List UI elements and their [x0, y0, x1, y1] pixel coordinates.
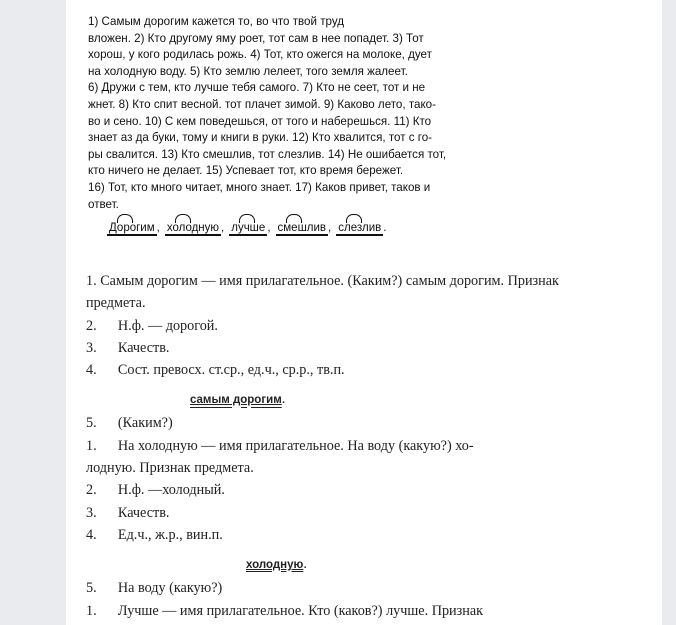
lemma-label: холодную — [246, 559, 304, 572]
analysis-line: 2. Н.ф. —холодный. — [86, 482, 225, 499]
analysis-line: 1. Самым дорогим — имя прилагательное. (Каким?) самым дорогим. Признак — [86, 273, 559, 289]
analysis-line: 1. Лучше — имя прилагательное. Кто (каков?) лучше. Признак — [86, 602, 484, 619]
analysis-line: 5. (Каким?) — [86, 415, 173, 432]
scan-line: ответ. — [88, 197, 119, 211]
lemma-label: самым дорогим — [190, 394, 282, 407]
scan-line: хорош, у кого родилась рожь. 4) Тот, кто ожегся на молоке, дует — [88, 48, 432, 62]
document-page — [66, 0, 662, 625]
analysis-line: 4. Сост. превосх. ст.ср., ед.ч., ср.р., тв.п. — [86, 362, 345, 379]
scan-line: 6) Дружи с тем, кто лучше тебя самого. 7) Кто не сеет, тот и не — [88, 81, 426, 95]
morpheme-scheme: Дорогим , холодную , лучше , смешлив , слезлив . — [109, 222, 387, 234]
analysis-line: предмета. — [86, 295, 146, 312]
scheme-word: смешлив — [277, 222, 327, 234]
analysis-line: 1. На холодную — имя прилагательное. На воду (какую?) хо- — [86, 437, 474, 454]
scan-line: ры свалится. 13) Кто смешлив, тот слезлив. 14) Не ошибается тот, — [88, 147, 447, 161]
scan-line: во и сено. 10) С кем поведешься, от того и наберешься. 11) Кто — [88, 114, 432, 128]
analysis-line: 4. Ед.ч., ж.р., вин.п. — [86, 526, 223, 543]
scan-line: жнет. 8) Кто спит весной. тот плачет зимой. 9) Каково лето, тако- — [88, 97, 436, 111]
scheme-word: слезлив — [338, 222, 382, 234]
scan-line: 1) Самым дорогим кажется то, во что твой труд — [88, 15, 344, 28]
scan-line: кто ничего не делает. 15) Успевает тот, кто время бережет. — [88, 164, 404, 178]
scanned-proverbs-text — [88, 14, 508, 213]
scan-line: 16) Тот, кто много читает, много знает. 17) Каков привет, таков и — [88, 180, 431, 194]
scheme-word: Дорогим — [109, 222, 155, 234]
scheme-word: холодную — [166, 222, 220, 234]
analysis-line: лодную. Признак предмета. — [86, 460, 254, 477]
analysis-line: 5. На воду (какую?) — [86, 580, 223, 597]
scan-line: знает аз да буки, тому и книги в руки. 12) Кто хвалится, тот с го- — [88, 131, 433, 145]
analysis-line: 3. Качеств. — [86, 504, 170, 521]
scan-line: вложен. 2) Кто другому яму роет, тот сам в нее попадет. 3) Тот — [88, 31, 424, 45]
analysis-line: 3. Качеств. — [86, 339, 170, 356]
scheme-word: лучше — [231, 222, 266, 234]
scan-line: на холодную воду. 5) Кто землю лелеет, того земля жалеет. — [88, 64, 408, 78]
analysis-line: 2. Н.ф. — дорогой. — [86, 317, 218, 334]
analysis-text: 1. Самым дорогим — имя прилагательное. (Каким?) самым дорогим. Признак предмета. 2. Н.ф. — дорогой. 3. Качеств. 4. Сост. превосх. ст.ср., ед.ч., ср.р., тв.п. самым дорогим. 5. (Каким?) 1. На холодную — имя прилагательное. На воду (какую?) хо- лодную. Признак предмета. 2. Н.ф. —холодный. 3. Качеств. 4. Ед.ч., ж.р., вин.п. холодную. 5. На воду (какую?) 1. Лучше — имя прилагательное. Кто (каков?) лучше. Признак — [66, 270, 656, 622]
